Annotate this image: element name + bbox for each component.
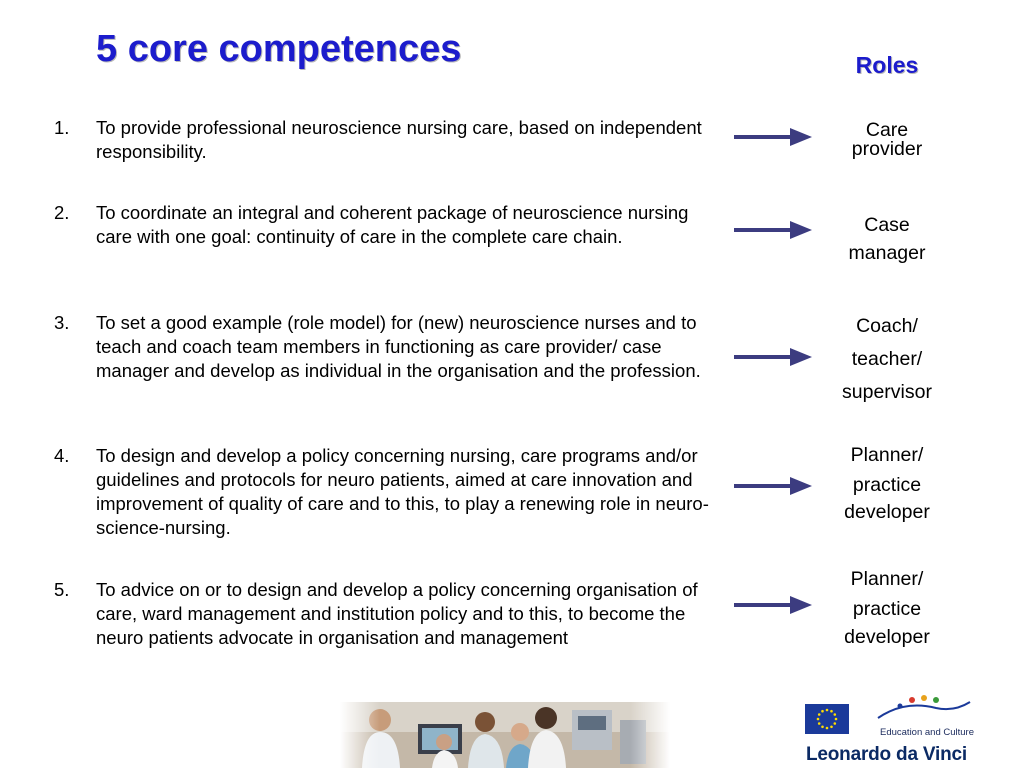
role-line: practice (852, 474, 922, 496)
competence-text: To advice on or to design and develop a policy concerning organisation of care, ward management and institution policy and to this, to become the neuro patients advocate in organisation and management (96, 579, 698, 648)
competence-text: To design and develop a policy concerning nursing, care programs and/or guidelines and protocols for neuro patients, aimed at care innovation and improvement of quality of care and to this, to play a renewing role in neuro-science-nursing. (96, 445, 709, 538)
competence-number: 4. (54, 445, 70, 466)
role-line: provider (851, 138, 923, 160)
education-culture-label: Education and Culture (880, 727, 975, 738)
role-line: supervisor (842, 381, 932, 403)
role-line: practice (852, 598, 922, 620)
role-line: manager (848, 242, 926, 264)
roles-heading: Roles (855, 52, 919, 78)
role-line: Coach/ (856, 315, 918, 337)
right-arrow-icon (734, 594, 812, 616)
role-planner-practice-developer (826, 564, 948, 650)
role-line: developer (844, 626, 930, 648)
role-line: developer (844, 501, 930, 523)
right-arrow-icon (734, 346, 812, 368)
competence-text: To set a good example (role model) for (new) neuroscience nurses and to teach and coach team members in functioning as care provider/ case manager and develop as individual in the organisation and the profession. (96, 312, 701, 381)
role-line: Planner/ (850, 568, 924, 590)
role-planner-practice-developer (826, 440, 948, 524)
leonardo-da-vinci-logo (874, 694, 974, 722)
role-line: teacher/ (851, 348, 923, 370)
role-line: Care (865, 119, 909, 141)
competence-number: 3. (54, 312, 70, 333)
competence-number: 2. (54, 202, 70, 223)
competence-text: To provide professional neuroscience nursing care, based on independent responsibility. (96, 117, 702, 162)
role-line: Planner/ (850, 444, 924, 466)
role-coach-teacher-supervisor (826, 310, 948, 409)
competence-text: To coordinate an integral and coherent package of neuroscience nursing care with one goal: continuity of care in the complete care chain. (96, 202, 689, 247)
competence-number: 1. (54, 117, 70, 138)
right-arrow-icon (734, 475, 812, 497)
role-case-manager (826, 211, 948, 267)
role-line: Case (864, 214, 910, 236)
competence-number: 5. (54, 579, 70, 600)
eu-flag-icon (805, 704, 849, 734)
right-arrow-icon (734, 219, 812, 241)
nursing-team-photo (340, 702, 670, 768)
program-name: Leonardo da Vinci (806, 744, 967, 765)
right-arrow-icon (734, 126, 812, 148)
slide-title: 5 core competences (96, 28, 462, 70)
role-care-provider (826, 121, 948, 159)
